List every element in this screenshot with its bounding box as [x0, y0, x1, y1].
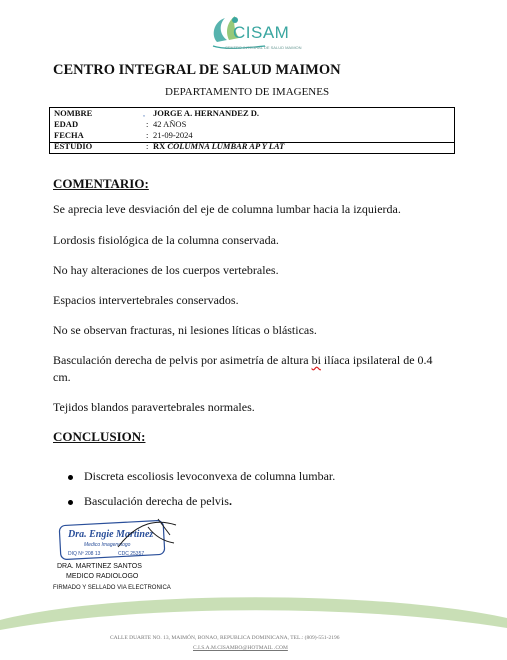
logo-subtitle: CENTRO INTEGRAL DE SALUD MAIMON: [225, 45, 302, 50]
patient-row-date: [54, 130, 454, 141]
stamp-code: CDC 25357: [118, 551, 145, 557]
comment-paragraph: Lordosis fisiológica de la columna conservada.: [53, 233, 279, 247]
doctor-title: MEDICO RADIOLOGO: [66, 573, 139, 580]
patient-label: ESTUDIO: [54, 141, 93, 151]
comment-paragraph: Tejidos blandos paravertebrales normales.: [53, 400, 255, 414]
conclusion-title: CONCLUSION:: [53, 429, 146, 444]
footer-address: CALLE DUARTE NO. 13, MAIMÓN, BONAO, REPUBLICA DOMINICANA, TEL.: (809)-551-2196: [110, 635, 340, 641]
patient-date-value: 21-09-2024: [153, 130, 193, 140]
comment-paragraph: Espacios intervertebrales conservados.: [53, 293, 239, 307]
department-name: DEPARTAMENTO DE IMAGENES: [165, 86, 330, 98]
comment-paragraph: Se aprecia leve desviación del eje de columna lumbar hacia la izquierda.: [53, 202, 401, 216]
bullet-icon: [68, 475, 73, 480]
study-name: COLUMNA LUMBAR AP Y LAT: [167, 141, 285, 151]
stamp-title: Medico Imagenologo: [84, 542, 131, 548]
patient-label: NOMBRE: [54, 108, 93, 118]
spellcheck-word: bi: [311, 353, 321, 367]
patient-age-value: 42 AÑOS: [153, 119, 187, 129]
pelvis-text: Basculación derecha de pelvis por asimetría de altura: [53, 353, 309, 367]
patient-name-value: JORGE A. HERNANDEZ D.: [153, 108, 260, 118]
patient-row-study: [54, 141, 454, 152]
stamp-name: Dra. Engie Martinez: [68, 529, 154, 540]
patient-row-name: [54, 108, 454, 119]
patient-separator: :: [146, 119, 149, 129]
pelvis-text-rest: ilíaca ipsilateral de 0.4 cm.: [53, 353, 433, 384]
conclusion-item-text: Basculación derecha de pelvis: [84, 494, 229, 508]
doctor-name: DRA. MARTINEZ SANTOS: [57, 563, 142, 570]
comment-title: COMENTARIO:: [53, 176, 149, 191]
signature-stamp: [58, 517, 182, 561]
list-item: [68, 493, 335, 510]
footer-email[interactable]: C.I.S.A.M.CISAMBO@HOTMAIL .COM: [193, 645, 288, 651]
study-prefix: RX: [153, 141, 168, 151]
comment-paragraph-pelvis: [53, 352, 453, 386]
patient-label: EDAD: [54, 119, 79, 129]
patient-separator: :: [146, 141, 149, 151]
bullet-icon: [68, 500, 73, 505]
comment-paragraph: No hay alteraciones de los cuerpos vertebrales.: [53, 263, 279, 277]
period-mark: .: [228, 494, 232, 508]
stamp-exequatur: DIQ Nº 208 13: [68, 551, 101, 557]
patient-label: FECHA: [54, 130, 84, 140]
edit-mark-icon: ᵤ: [143, 112, 145, 118]
logo-text: CISAM: [233, 23, 290, 42]
comment-paragraph: No se observan fracturas, ni lesiones líticas o blásticas.: [53, 323, 317, 337]
conclusion-list: [68, 468, 335, 510]
list-item: [68, 468, 335, 485]
patient-study-value: [153, 141, 284, 152]
signature-note: FIRMADO Y SELLADO VIA ELECTRONICA: [53, 585, 171, 591]
patient-info-box: [49, 107, 455, 154]
conclusion-item-text: Discreta escoliosis levoconvexa de columna lumbar.: [84, 469, 336, 483]
patient-row-age: [54, 119, 454, 130]
patient-separator: :: [146, 130, 149, 140]
center-name: CENTRO INTEGRAL DE SALUD MAIMON: [53, 62, 341, 78]
